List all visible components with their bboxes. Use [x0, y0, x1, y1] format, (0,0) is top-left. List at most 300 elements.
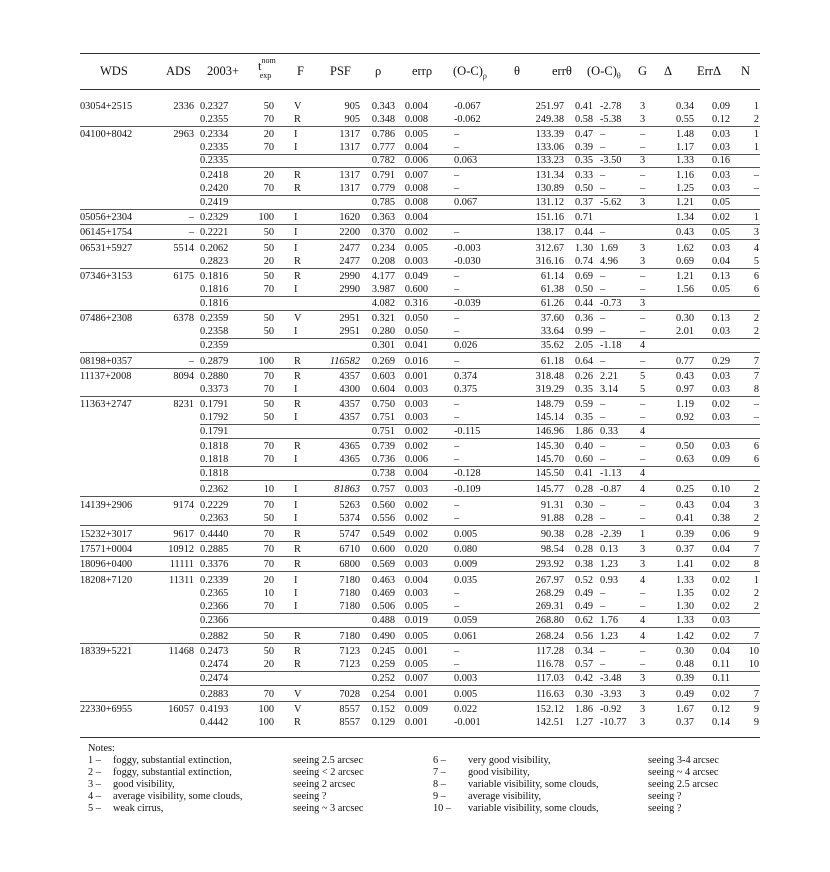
note-left-number: 5 – — [88, 803, 101, 814]
cell-err-theta: 0.37 — [574, 197, 593, 208]
cell-err-rho: 0.005 — [404, 659, 428, 670]
cell-err-delta: 0.12 — [711, 114, 730, 125]
cell-g: – — [640, 129, 646, 140]
cell-g: 4 — [640, 340, 646, 351]
cell-wds: 18208+7120 — [80, 575, 133, 586]
cell-theta: 133.06 — [535, 142, 564, 153]
cell-err-delta: 0.03 — [711, 170, 730, 181]
cell-oc-rho: 0.059 — [454, 615, 478, 626]
cell-err-delta: 0.11 — [712, 673, 730, 684]
cell-err-rho: 0.002 — [404, 227, 428, 238]
cell-psf: 6800 — [339, 559, 360, 570]
cell-oc-theta: 1.23 — [600, 631, 619, 642]
cell-filter: V — [294, 101, 302, 112]
table-row — [80, 543, 760, 556]
cell-rho: 0.736 — [371, 454, 395, 465]
cell-epoch: 0.4440 — [200, 529, 229, 540]
cell-theta: 131.34 — [535, 170, 564, 181]
row-separator — [80, 643, 760, 644]
cell-n: – — [753, 399, 759, 410]
cell-err-rho: 0.007 — [404, 673, 428, 684]
cell-n: 4 — [753, 243, 759, 254]
cell-rho: 0.463 — [371, 575, 395, 586]
cell-oc-rho: – — [454, 513, 460, 524]
table-row — [80, 398, 760, 411]
cell-psf: 7180 — [339, 575, 360, 586]
row-separator — [80, 310, 760, 311]
cell-g: 4 — [640, 631, 646, 642]
cell-delta: 2.01 — [675, 326, 694, 337]
cell-epoch: 0.2883 — [200, 689, 229, 700]
row-separator — [80, 368, 760, 369]
cell-psf: 2200 — [339, 227, 360, 238]
cell-rho: 0.560 — [371, 500, 395, 511]
cell-psf: 7028 — [339, 689, 360, 700]
cell-n: 7 — [753, 371, 759, 382]
cell-filter: I — [294, 588, 298, 599]
cell-err-rho: 0.001 — [404, 371, 428, 382]
note-left-seeing: seeing ? — [293, 791, 327, 802]
cell-wds: 11363+2747 — [80, 399, 132, 410]
cell-rho: 0.370 — [371, 227, 395, 238]
cell-delta: 0.97 — [675, 384, 694, 395]
header-oc-rho: $(O-C)_\rho$ — [453, 64, 487, 81]
cell-texp: 50 — [263, 243, 274, 254]
cell-oc-rho: 0.080 — [454, 544, 478, 555]
cell-oc-rho: – — [454, 313, 460, 324]
cell-delta: 1.33 — [675, 575, 694, 586]
row-separator — [200, 154, 760, 155]
cell-delta: 1.21 — [675, 197, 694, 208]
cell-n: 9 — [753, 704, 759, 715]
note-right-seeing: seeing 3-4 arcsec — [648, 755, 719, 766]
cell-err-theta: 0.28 — [574, 484, 593, 495]
cell-delta: 1.35 — [675, 588, 694, 599]
cell-rho: 0.301 — [371, 340, 395, 351]
cell-theta: 90.38 — [540, 529, 564, 540]
cell-psf: 4357 — [339, 371, 360, 382]
cell-oc-theta: – — [600, 313, 606, 324]
cell-filter: R — [294, 356, 301, 367]
cell-n: 1 — [753, 101, 759, 112]
cell-rho: 0.750 — [371, 399, 395, 410]
cell-err-rho: 0.002 — [404, 513, 428, 524]
cell-g: 4 — [640, 426, 646, 437]
cell-oc-theta: – — [600, 454, 606, 465]
cell-texp: 70 — [263, 441, 274, 452]
cell-g: – — [640, 513, 646, 524]
cell-filter: I — [294, 326, 298, 337]
cell-psf: 7123 — [339, 659, 360, 670]
note-left-seeing: seeing ~ 3 arcsec — [293, 803, 364, 814]
cell-epoch: 0.2229 — [200, 500, 229, 511]
cell-g: – — [640, 412, 646, 423]
cell-n: 7 — [753, 631, 759, 642]
cell-rho: 0.782 — [371, 155, 395, 166]
cell-n: 8 — [753, 384, 759, 395]
cell-err-theta: 0.36 — [574, 313, 593, 324]
note-right-description: very good visibility, — [468, 755, 551, 766]
cell-rho: 0.785 — [371, 197, 395, 208]
table-row — [80, 283, 760, 296]
cell-err-delta: 0.04 — [711, 256, 730, 267]
cell-err-delta: 0.05 — [711, 284, 730, 295]
cell-theta: 35.62 — [540, 340, 564, 351]
cell-g: – — [640, 454, 646, 465]
cell-epoch: 0.2355 — [200, 114, 229, 125]
note-right-seeing: seeing ? — [648, 803, 682, 814]
cell-err-delta: 0.03 — [711, 371, 730, 382]
cell-oc-theta: 4.96 — [600, 256, 619, 267]
cell-theta: 145.14 — [535, 412, 564, 423]
cell-theta: 269.31 — [535, 601, 564, 612]
header-oc-theta: $(O-C)_\theta$ — [587, 64, 621, 81]
cell-oc-rho: 0.067 — [454, 197, 478, 208]
cell-rho: 0.791 — [371, 170, 395, 181]
header-theta: θ — [514, 64, 520, 78]
cell-err-theta: 0.60 — [574, 454, 593, 465]
cell-texp: 50 — [263, 326, 274, 337]
table-row — [80, 411, 760, 424]
cell-g: – — [640, 183, 646, 194]
cell-delta: 0.43 — [675, 500, 694, 511]
table-row — [80, 128, 760, 141]
cell-err-rho: 0.001 — [404, 689, 428, 700]
cell-rho: 0.604 — [371, 384, 395, 395]
cell-wds: 06531+5927 — [80, 243, 133, 254]
table-bottom-rule — [80, 737, 760, 738]
cell-filter: R — [294, 646, 301, 657]
note-right-description: variable visibility, some clouds, — [468, 779, 599, 790]
cell-texp: 20 — [263, 256, 274, 267]
cell-texp: 50 — [263, 313, 274, 324]
cell-filter: I — [294, 227, 298, 238]
cell-rho: 0.786 — [371, 129, 395, 140]
cell-oc-rho: -0.067 — [454, 101, 481, 112]
cell-rho: 0.751 — [371, 412, 395, 423]
cell-err-rho: 0.050 — [404, 326, 428, 337]
cell-wds: 14139+2906 — [80, 500, 133, 511]
cell-texp: 20 — [263, 170, 274, 181]
cell-err-theta: 0.35 — [574, 412, 593, 423]
cell-epoch: 0.4442 — [200, 717, 229, 728]
cell-g: 3 — [640, 717, 646, 728]
cell-theta: 267.97 — [535, 575, 564, 586]
cell-n: 10 — [748, 646, 759, 657]
cell-err-theta: 0.69 — [574, 271, 593, 282]
table-row — [80, 658, 760, 671]
cell-err-rho: 0.002 — [404, 500, 428, 511]
cell-filter: I — [294, 412, 298, 423]
cell-n: 3 — [753, 227, 759, 238]
cell-theta: 318.48 — [535, 371, 564, 382]
cell-delta: 1.17 — [675, 142, 694, 153]
cell-filter: I — [294, 513, 298, 524]
cell-wds: 18096+0400 — [80, 559, 133, 570]
cell-oc-theta: -0.87 — [600, 484, 622, 495]
cell-delta: 1.48 — [675, 129, 694, 140]
cell-err-theta: 0.41 — [574, 468, 593, 479]
cell-err-delta: 0.04 — [711, 646, 730, 657]
cell-err-theta: 0.41 — [574, 101, 593, 112]
cell-theta: 117.28 — [536, 646, 564, 657]
cell-oc-theta: -3.93 — [600, 689, 622, 700]
cell-err-delta: 0.02 — [711, 689, 730, 700]
cell-oc-rho: 0.375 — [454, 384, 478, 395]
cell-theta: 131.12 — [535, 197, 564, 208]
cell-oc-theta: -5.38 — [600, 114, 622, 125]
table-row — [80, 383, 760, 396]
cell-err-rho: 0.004 — [404, 212, 428, 223]
cell-texp: 50 — [263, 101, 274, 112]
cell-err-delta: 0.11 — [712, 659, 730, 670]
cell-err-theta: 0.47 — [574, 129, 593, 140]
cell-ads: 10912 — [168, 544, 194, 555]
cell-texp: 10 — [263, 588, 274, 599]
cell-err-theta: 0.52 — [574, 575, 593, 586]
cell-delta: 1.62 — [675, 243, 694, 254]
cell-psf: 4300 — [339, 384, 360, 395]
cell-err-theta: 0.56 — [574, 631, 593, 642]
cell-err-rho: 0.004 — [404, 468, 428, 479]
table-row — [80, 425, 760, 438]
cell-epoch: 0.2419 — [200, 197, 229, 208]
cell-texp: 70 — [263, 284, 274, 295]
cell-wds: 03054+2515 — [80, 101, 133, 112]
row-separator — [80, 209, 760, 210]
cell-g: 4 — [640, 468, 646, 479]
cell-theta: 116.63 — [536, 689, 564, 700]
cell-oc-theta: -10.77 — [600, 717, 627, 728]
cell-oc-theta: 1.69 — [600, 243, 619, 254]
table-row — [80, 645, 760, 658]
note-right-number: 6 – — [433, 755, 446, 766]
cell-err-delta: 0.13 — [711, 271, 730, 282]
cell-psf: 8557 — [339, 717, 360, 728]
cell-texp: 20 — [263, 659, 274, 670]
cell-psf: 2990 — [339, 271, 360, 282]
cell-g: – — [640, 284, 646, 295]
cell-err-delta: 0.02 — [711, 588, 730, 599]
cell-err-theta: 0.74 — [574, 256, 593, 267]
cell-n: 6 — [753, 271, 759, 282]
cell-err-theta: 0.39 — [574, 142, 593, 153]
cell-g: – — [640, 356, 646, 367]
cell-psf: 1317 — [339, 142, 360, 153]
table-row — [80, 467, 760, 480]
cell-oc-rho: -0.128 — [454, 468, 481, 479]
cell-err-delta: 0.03 — [711, 441, 730, 452]
cell-texp: 70 — [263, 142, 274, 153]
cell-theta: 268.24 — [535, 631, 564, 642]
cell-oc-theta: – — [600, 399, 606, 410]
cell-rho: 0.208 — [371, 256, 395, 267]
cell-epoch: 0.2363 — [200, 513, 229, 524]
cell-ads: 9617 — [173, 529, 194, 540]
cell-texp: 70 — [263, 371, 274, 382]
cell-g: – — [640, 271, 646, 282]
cell-filter: I — [294, 384, 298, 395]
cell-theta: 98.54 — [540, 544, 564, 555]
cell-filter: V — [294, 689, 302, 700]
cell-epoch: 0.2418 — [200, 170, 229, 181]
cell-err-theta: 0.57 — [574, 659, 593, 670]
cell-oc-rho: – — [454, 326, 460, 337]
cell-err-delta: 0.03 — [711, 183, 730, 194]
cell-psf: 2477 — [339, 243, 360, 254]
cell-texp: 70 — [263, 559, 274, 570]
cell-oc-theta: – — [600, 170, 606, 181]
table-row — [80, 196, 760, 209]
cell-texp: 50 — [263, 513, 274, 524]
cell-texp: 70 — [263, 183, 274, 194]
cell-err-rho: 0.002 — [404, 441, 428, 452]
cell-rho: 0.269 — [371, 356, 395, 367]
note-right-description: variable visibility, some clouds, — [468, 803, 599, 814]
cell-n: 7 — [753, 356, 759, 367]
cell-rho: 4.177 — [371, 271, 395, 282]
cell-oc-rho: -0.062 — [454, 114, 481, 125]
cell-err-delta: 0.03 — [711, 326, 730, 337]
cell-delta: 0.37 — [675, 717, 694, 728]
cell-theta: 268.29 — [535, 588, 564, 599]
cell-oc-rho: 0.035 — [454, 575, 478, 586]
cell-err-theta: 1.86 — [574, 704, 593, 715]
cell-oc-theta: – — [600, 271, 606, 282]
cell-err-theta: 0.38 — [574, 559, 593, 570]
notes-title: Notes: — [88, 743, 115, 754]
cell-wds: 06145+1754 — [80, 227, 133, 238]
cell-psf: 4365 — [339, 454, 360, 465]
cell-epoch: 0.2359 — [200, 340, 229, 351]
cell-err-theta: 0.28 — [574, 544, 593, 555]
cell-oc-theta: -3.48 — [600, 673, 622, 684]
cell-err-rho: 0.003 — [404, 484, 428, 495]
row-separator — [200, 671, 760, 672]
header-err-delta: ErrΔ — [697, 64, 721, 78]
cell-n: – — [753, 170, 759, 181]
cell-psf: 2951 — [339, 313, 360, 324]
cell-err-delta: 0.04 — [711, 500, 730, 511]
cell-oc-rho: – — [454, 129, 460, 140]
cell-g: – — [640, 313, 646, 324]
cell-psf: 2990 — [339, 284, 360, 295]
cell-wds: 15232+3017 — [80, 529, 133, 540]
note-left-description: foggy, substantial extinction, — [113, 767, 232, 778]
cell-texp: 70 — [263, 500, 274, 511]
cell-g: – — [640, 646, 646, 657]
cell-err-rho: 0.050 — [404, 313, 428, 324]
cell-n: 8 — [753, 559, 759, 570]
cell-wds: 07486+2308 — [80, 313, 133, 324]
cell-theta: 152.12 — [535, 704, 564, 715]
cell-theta: 61.26 — [540, 298, 564, 309]
table-row — [80, 339, 760, 352]
cell-filter: R — [294, 559, 301, 570]
cell-err-delta: 0.12 — [711, 704, 730, 715]
cell-n: 6 — [753, 441, 759, 452]
cell-err-delta: 0.03 — [711, 129, 730, 140]
note-left-description: good visibility, — [113, 779, 175, 790]
cell-filter: V — [294, 313, 302, 324]
cell-oc-theta: – — [600, 326, 606, 337]
cell-delta: 0.55 — [675, 114, 694, 125]
cell-err-theta: 1.27 — [574, 717, 593, 728]
cell-delta: 1.30 — [675, 601, 694, 612]
table-row — [80, 600, 760, 613]
cell-theta: 145.30 — [535, 441, 564, 452]
cell-filter: R — [294, 183, 301, 194]
header-filter: F — [297, 64, 304, 78]
cell-oc-rho: -0.115 — [454, 426, 481, 437]
cell-oc-rho: 0.022 — [454, 704, 478, 715]
cell-g: 3 — [640, 298, 646, 309]
cell-theta: 133.39 — [535, 129, 564, 140]
table-row — [80, 512, 760, 525]
cell-err-theta: 0.40 — [574, 441, 593, 452]
cell-filter: R — [294, 399, 301, 410]
cell-rho: 0.569 — [371, 559, 395, 570]
cell-filter: R — [294, 659, 301, 670]
cell-delta: 0.30 — [675, 313, 694, 324]
cell-rho: 4.082 — [371, 298, 395, 309]
cell-delta: 1.33 — [675, 155, 694, 166]
note-right-seeing: seeing ~ 4 arcsec — [648, 767, 719, 778]
cell-oc-theta: 0.93 — [600, 575, 619, 586]
cell-epoch: 0.3376 — [200, 559, 229, 570]
cell-delta: 0.48 — [675, 659, 694, 670]
cell-epoch: 0.1818 — [200, 441, 229, 452]
cell-rho: 0.779 — [371, 183, 395, 194]
cell-rho: 0.363 — [371, 212, 395, 223]
cell-n: 2 — [753, 326, 759, 337]
cell-texp: 10 — [263, 484, 274, 495]
cell-rho: 0.488 — [371, 615, 395, 626]
cell-n: 6 — [753, 454, 759, 465]
cell-oc-rho: – — [454, 412, 460, 423]
note-right-number: 7 – — [433, 767, 446, 778]
cell-g: 3 — [640, 544, 646, 555]
cell-err-delta: 0.10 — [711, 484, 730, 495]
cell-n: 2 — [753, 313, 759, 324]
cell-filter: I — [294, 500, 298, 511]
cell-theta: 33.64 — [540, 326, 564, 337]
cell-oc-theta: – — [600, 588, 606, 599]
cell-epoch: 0.2880 — [200, 371, 229, 382]
table-row — [80, 370, 760, 383]
cell-n: – — [753, 412, 759, 423]
cell-texp: 70 — [263, 689, 274, 700]
cell-theta: 91.88 — [540, 513, 564, 524]
row-separator — [200, 480, 760, 481]
cell-err-delta: 0.02 — [711, 559, 730, 570]
table-row — [80, 574, 760, 587]
cell-rho: 0.245 — [371, 646, 395, 657]
cell-psf: 5263 — [339, 500, 360, 511]
cell-g: 4 — [640, 615, 646, 626]
note-right-number: 10 – — [433, 803, 452, 814]
cell-epoch: 0.2335 — [200, 142, 229, 153]
cell-texp: 70 — [263, 384, 274, 395]
cell-err-rho: 0.006 — [404, 454, 428, 465]
cell-oc-rho: – — [454, 646, 460, 657]
cell-delta: 1.21 — [675, 271, 694, 282]
cell-oc-theta: -2.78 — [600, 101, 622, 112]
table-row — [80, 716, 760, 729]
cell-oc-rho: – — [454, 399, 460, 410]
cell-g: 3 — [640, 155, 646, 166]
cell-delta: 0.39 — [675, 673, 694, 684]
